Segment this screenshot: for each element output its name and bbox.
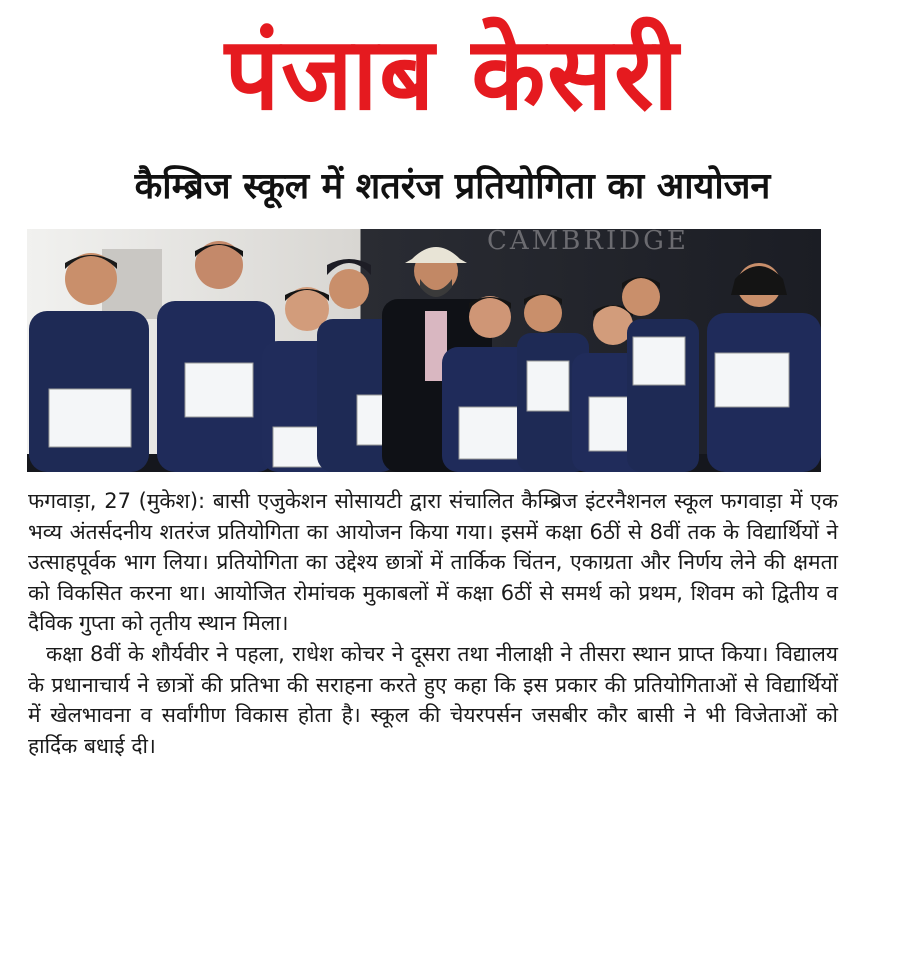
article-paragraph-2: कक्षा 8वीं के शौर्यवीर ने पहला, राधेश कोचर ने दूसरा तथा नीलाक्षी ने तीसरा स्थान प्राप्त किया। विद्यालय के प्रधानाचार्य ने छात्रों की प्रतिभा की सराहना करते हुए कहा कि इस प्रकार की प्रतियोगिताओं से विद्यार्थियों में खेलभावना व सर्वांगीण विकास होता है। स्कूल की चेयरपर्सन जसबीर कौर बासी ने भी विजेताओं को हार्दिक बधाई दी। bbox=[28, 641, 838, 758]
article-paragraph-1: फगवाड़ा, 27 (मुकेश): बासी एजुकेशन सोसायटी द्वारा संचालित कैम्ब्रिज इंटरनैशनल स्कूल फगवाड़ा में एक भव्य अंतर्सदनीय शतरंज प्रतियोगिता का आयोजन किया गया। इसमें कक्षा 6ठीं से 8वीं तक के विद्यार्थियों ने उत्साहपूर्वक भाग लिया। प्रतियोगिता का उद्देश्य छात्रों में तार्किक चिंतन, एकाग्रता और निर्णय लेने की क्षमता को विकसित करना था। आयोजित रोमांचक मुकाबलों में कक्षा 6ठीं से समर्थ को प्रथम, शिवम को द्वितीय व दैविक गुप्ता को तृतीय स्थान मिला। bbox=[28, 489, 838, 636]
article-body bbox=[28, 486, 838, 761]
newspaper-title: पंजाब केसरी bbox=[224, 15, 681, 133]
photo-sign-text: CAMBRIDGE bbox=[487, 229, 689, 256]
article-photo bbox=[27, 229, 821, 472]
masthead bbox=[0, 14, 905, 134]
article-headline: कैम्ब्रिज स्कूल में शतरंज प्रतियोगिता का आयोजन bbox=[134, 166, 771, 207]
group-photo-illustration bbox=[27, 229, 821, 472]
